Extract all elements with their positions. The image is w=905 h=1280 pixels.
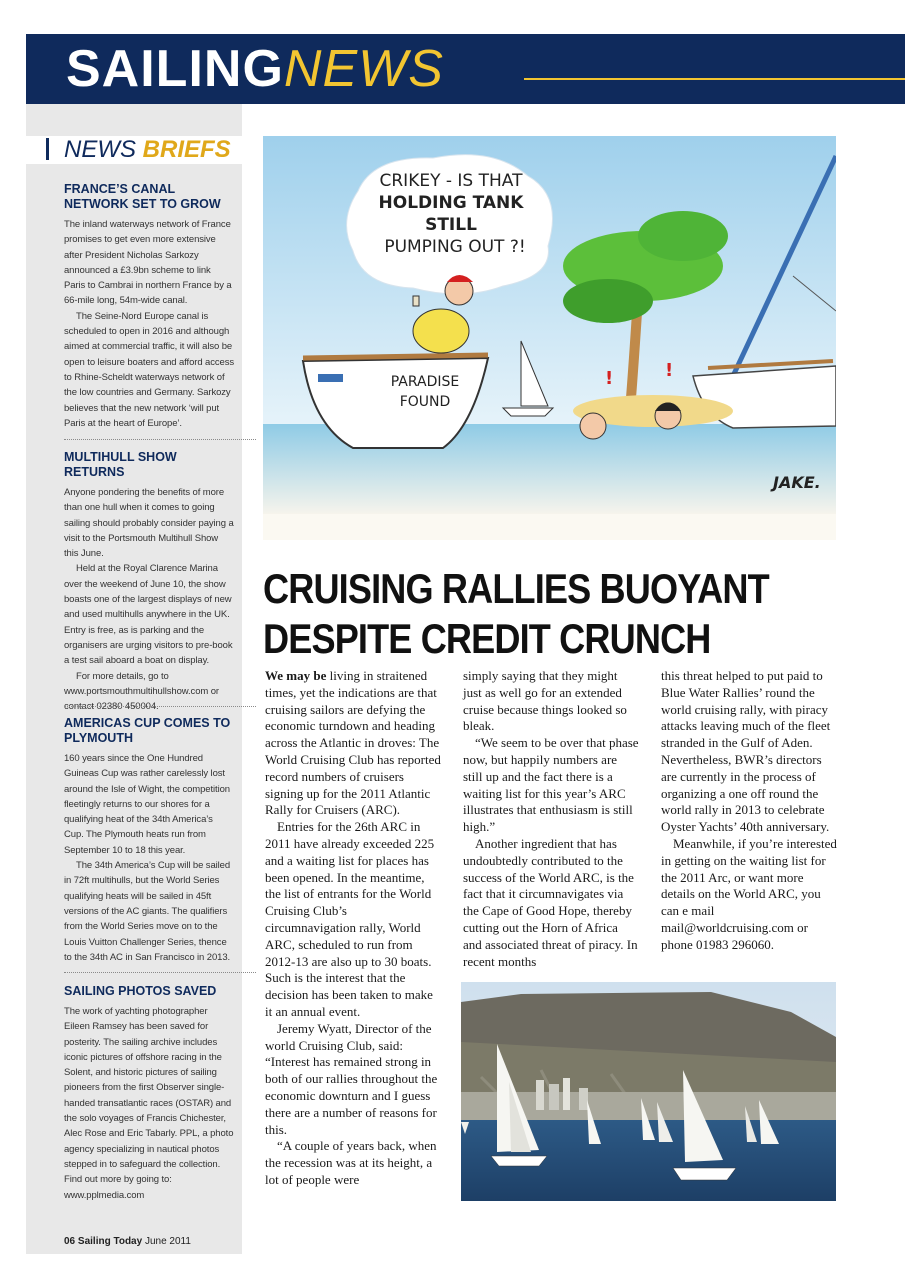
article-paragraph bbox=[265, 668, 441, 819]
folio-magazine: 06 Sailing Today bbox=[64, 1236, 143, 1247]
article-column-2 bbox=[463, 668, 639, 970]
brief-headline: AMERICAS CUP COMES TO PLYMOUTH bbox=[64, 716, 231, 745]
masthead-sailing: SAILING bbox=[66, 40, 284, 98]
masthead-rule bbox=[524, 78, 905, 80]
boat-name-line-1: PARADISE bbox=[390, 374, 460, 390]
article-lead-in: We may be bbox=[265, 668, 327, 683]
article-paragraph: “A couple of years back, when the recession was at its height, a lot of people were bbox=[265, 1138, 437, 1187]
brief-multihull-show bbox=[64, 450, 234, 714]
masthead-title bbox=[66, 40, 444, 98]
brief-paragraph: Held at the Royal Clarence Marina over the weekend of June 10, the show boasts one of the largest displays of new and used multihulls anywhere in the UK. Entry is free, as is parking and the organisers are urging visitors to pre-book a test sail aboard a boat on display. bbox=[64, 563, 233, 667]
brief-divider bbox=[64, 972, 256, 973]
brief-paragraph: The inland waterways network of France promises to get even more extensive after President Nicholas Sarkozy announced a £3.9bn scheme to link Paris to Cambrai in northern France by a 66-mile long, 54m-wide canal. bbox=[64, 219, 232, 307]
exclaim-1: ! bbox=[605, 368, 614, 389]
brief-americas-cup bbox=[64, 716, 234, 965]
brief-divider bbox=[64, 439, 256, 440]
article-headline bbox=[263, 564, 836, 664]
article-paragraph: Meanwhile, if you’re interested in getting on the waiting list for the 2011 Arc, or want more details on the World ARC, you can e mail mail@worldcruising.com or phone 01983 296060. bbox=[661, 835, 837, 952]
artist-signature: JAKE. bbox=[773, 473, 821, 492]
article-column-3 bbox=[661, 668, 837, 954]
brief-headline: SAILING PHOTOS SAVED bbox=[64, 984, 217, 998]
brief-paragraph: For more details, go to www.portsmouthmultihullshow.com or contact 02380 450004. bbox=[64, 670, 219, 713]
brief-sailing-photos bbox=[64, 984, 234, 1203]
folio-date: June 2011 bbox=[144, 1236, 191, 1247]
article-text: living in straitened times, yet the indications are that cruising sailors are defying the economic turndown and heading across the Atlantic in droves: The World Cruising Club has reported record numbers of cruisers signing up for the 2011 Atlantic Rally for Cruisers (ARC). bbox=[265, 668, 441, 818]
speech-line-3: STILL bbox=[425, 215, 477, 235]
swimmer-1 bbox=[580, 413, 606, 439]
article-paragraph: simply saying that they might just as well go for an extended cruise because things looked so bleak. bbox=[463, 668, 627, 734]
speech-line-1: CRIKEY - IS THAT bbox=[379, 171, 523, 191]
sunbather-man bbox=[413, 309, 469, 353]
speech-line-2: HOLDING TANK bbox=[378, 193, 524, 213]
article-paragraph: Entries for the 26th ARC in 2011 have already exceeded 225 and a waiting list for places has been opened. In the meantime, the list of entrants for the World Cruising Club’s circumnavigation rally, World ARC, scheduled to run from 2012-13 are also up to 30 boats. Such is the interest that the decision has been taken to make it an annual event. bbox=[265, 819, 435, 1019]
article-paragraph: Another ingredient that has undoubtedly contributed to the success of the World ARC, is the fact that it circumnavigates via the Cape of Good Hope, thereby cutting out the Horn of Africa and associated threat of piracy. In recent months bbox=[463, 835, 638, 969]
brief-headline: FRANCE’S CANAL NETWORK SET TO GROW bbox=[64, 182, 221, 211]
news-briefs-title bbox=[64, 136, 231, 164]
article-paragraph: this threat helped to put paid to Blue Water Rallies’ round the world cruising rally, with piracy attacks leaving much of the fleet stranded in the Gulf of Aden. Nevertheless, BWR’s directors are currently in the process of organizing a one off round the world rally in 2013 to celebrate Oyster Yachts’ 40th anniversary. bbox=[661, 668, 831, 835]
boat-name-line-2: FOUND bbox=[399, 394, 451, 410]
yachts-photo bbox=[461, 982, 836, 1201]
heading-bar bbox=[46, 138, 49, 160]
news-briefs-sidebar bbox=[26, 104, 242, 1254]
article-paragraph: “We seem to be over that phase now, but happily numbers are still up and the fact there is a waiting list for this year’s ARC illustrates that enthusiasm is still high.” bbox=[463, 735, 639, 835]
masthead-news: NEWS bbox=[283, 40, 444, 98]
headline-line-2: DESPITE CREDIT CRUNCH bbox=[263, 615, 711, 662]
article-column-1 bbox=[265, 668, 441, 1189]
speech-line-4: PUMPING OUT ?! bbox=[384, 237, 526, 257]
headline-line-1: CRUISING RALLIES BUOYANT bbox=[263, 565, 769, 612]
brief-divider bbox=[64, 706, 256, 707]
brief-paragraph: Anyone pondering the benefits of more than one hull when it comes to going sailing should probably consider paying a visit to the Portsmouth Multihull Show this June. bbox=[64, 487, 234, 560]
title-briefs: BRIEFS bbox=[142, 136, 231, 163]
exclaim-2: ! bbox=[665, 360, 674, 381]
news-briefs-heading bbox=[26, 136, 242, 164]
brief-paragraph: The 34th America’s Cup will be sailed in 72ft multihulls, but the World Series qualifying heats will be sailed in 45ft versions of the AC giants. The qualifiers from the World Series move on to the Louis Vuitton Challenger Series, thence to the 34th AC in San Francisco in 2013. bbox=[64, 860, 231, 963]
cartoon-illustration bbox=[263, 136, 836, 540]
brief-paragraph: The work of yachting photographer Eileen Ramsey has been saved for posterity. The sailing archive includes iconic pictures of offshore racing in the Solent, and historic pictures of sailing pioneers from the first Observer single-handed transatlantic races (OSTAR) and the solo voyages of Francis Chichester, Alec Rose and Eric Tabarly. PPL, a photo agency specializing in nautical photos stepped in to safeguard the collection. Find out more by going to: www.pplmedia.com bbox=[64, 1006, 234, 1201]
masthead bbox=[26, 34, 905, 104]
brief-paragraph: The Seine-Nord Europe canal is scheduled to open in 2016 and although aimed at commercial traffic, it will also be open to leisure boaters and afford access to Rhine-Scheldt waterways network of the low countries and Germany. Sarkozy believes that the new network ‘will put Paris at the heart of Europe’. bbox=[64, 310, 235, 429]
brief-headline: MULTIHULL SHOW RETURNS bbox=[64, 450, 177, 479]
page-folio bbox=[64, 1236, 191, 1247]
title-news: NEWS bbox=[64, 136, 136, 163]
brief-france-canal bbox=[64, 182, 234, 431]
brief-paragraph: 160 years since the One Hundred Guineas Cup was rather carelessly lost around the Isle of Wight, the competition fleetingly returns to our shores for a qualifying heat of the 34th America’s Cup. The Plymouth heats run from September 10 to 18 this year. bbox=[64, 753, 230, 856]
article-paragraph: Jeremy Wyatt, Director of the world Cruising Club, said: “Interest has remained strong in both of our rallies throughout the economic downturn and I guess there are a number of reasons for this. bbox=[265, 1020, 438, 1137]
